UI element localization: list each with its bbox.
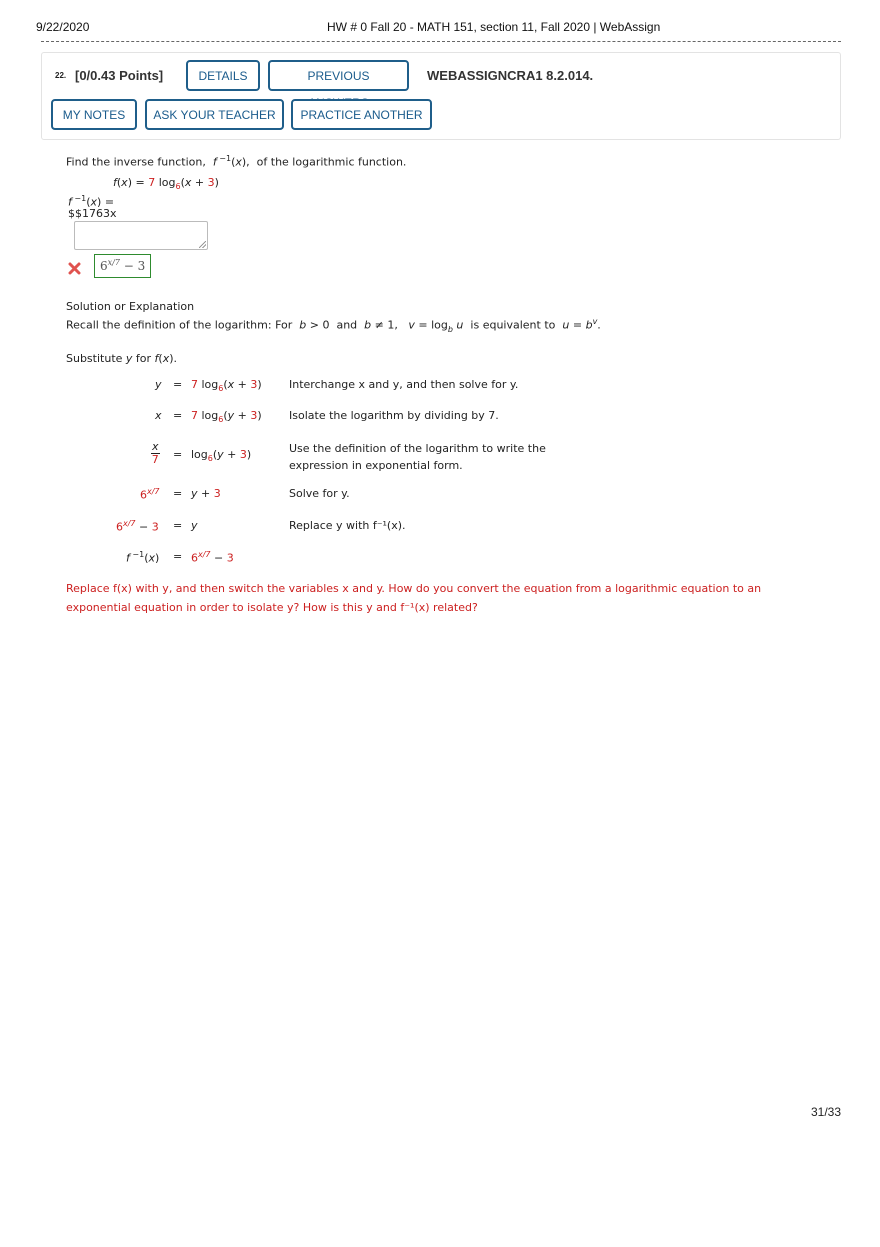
step-4-lhs: $6^{x/7}$	[140, 487, 160, 502]
details-button[interactable]: DETAILS	[186, 60, 260, 91]
hint-text: Replace f(x) with y, and then switch the variables x and y. How do you convert the equation from a logarithmic equation to an exponential equation in order to isolate y? How is this y and f⁻¹(x) related?	[66, 582, 762, 614]
step-1-lhs: y	[155, 378, 162, 391]
answer-label: f $^{-1}$(x) =	[68, 194, 115, 209]
step-2-rhs: 7 $\log_6(y + 3)$	[191, 409, 262, 425]
step-2-note: Isolate the logarithm by dividing by 7.	[289, 409, 499, 422]
previous-answers-button[interactable]: PREVIOUS	[268, 60, 409, 91]
print-title: HW # 0 Fall 20 - MATH 151, section 11, Fall 2020 | WebAssign	[327, 20, 661, 34]
result-lhs: f $^{-1}$(x)	[126, 550, 160, 565]
header-divider	[41, 41, 841, 42]
print-date: 9/22/2020	[36, 20, 90, 34]
step-5-note: Replace y with f⁻¹(x).	[289, 519, 406, 532]
step-3-lhs: $\frac{x}{7}$	[151, 440, 159, 466]
result-rhs: $6^{x/7} - 3$	[191, 550, 234, 565]
step-1-note: Interchange x and y, and then solve for y.	[289, 378, 519, 391]
step-2-eq: =	[173, 409, 183, 422]
substitute-line: Substitute y for f(x).	[66, 352, 178, 365]
solution-heading: Solution or Explanation	[66, 300, 195, 313]
step-1-rhs: 7 $\log_6(x + 3)$	[191, 378, 262, 394]
student-answer-raw: $$1763x	[68, 207, 117, 220]
ask-your-teacher-button[interactable]: ASK YOUR TEACHER	[145, 99, 284, 130]
my-notes-button[interactable]: MY NOTES	[51, 99, 137, 130]
step-4-note: Solve for y.	[289, 487, 350, 500]
page-number: 31/33	[810, 1105, 841, 1119]
logarithm-definition: Recall the definition of the logarithm: For b > 0 and b ≠ 1, $v = \log_b u$ is equivalent to $u = b^v$.	[66, 317, 601, 334]
step-4-rhs: y + 3	[191, 487, 221, 500]
step-4-eq: =	[173, 487, 183, 500]
question-number: 22.	[55, 71, 67, 80]
incorrect-icon	[68, 262, 81, 275]
resize-handle[interactable]	[199, 241, 206, 248]
step-2-lhs: x	[155, 409, 162, 422]
step-5-eq: =	[173, 519, 183, 532]
question-points: [0/0.43 Points]	[75, 68, 164, 83]
practice-another-button[interactable]: PRACTICE ANOTHER	[291, 99, 432, 130]
step-5-lhs: $6^{x/7} - 3$	[116, 519, 159, 534]
step-3-note: Use the definition of the logarithm to write the expression in exponential form.	[289, 442, 546, 472]
step-3-rhs: $\log_6(y + 3)$	[191, 448, 252, 464]
result-eq: =	[173, 550, 183, 563]
correct-answer-box: $6^{x/7} - 3$	[94, 254, 151, 278]
question-code: WEBASSIGNCRA1 8.2.014.	[427, 68, 594, 83]
step-5-rhs: y	[191, 519, 198, 532]
step-1-eq: =	[173, 378, 183, 391]
step-3-eq: =	[173, 448, 183, 461]
given-function: f(x) = 7 $\log_6(x + 3)$	[113, 176, 219, 192]
problem-prompt: Find the inverse function, f $^{-1}$(x), of the logarithmic function.	[66, 154, 407, 169]
answer-input[interactable]	[74, 221, 208, 250]
